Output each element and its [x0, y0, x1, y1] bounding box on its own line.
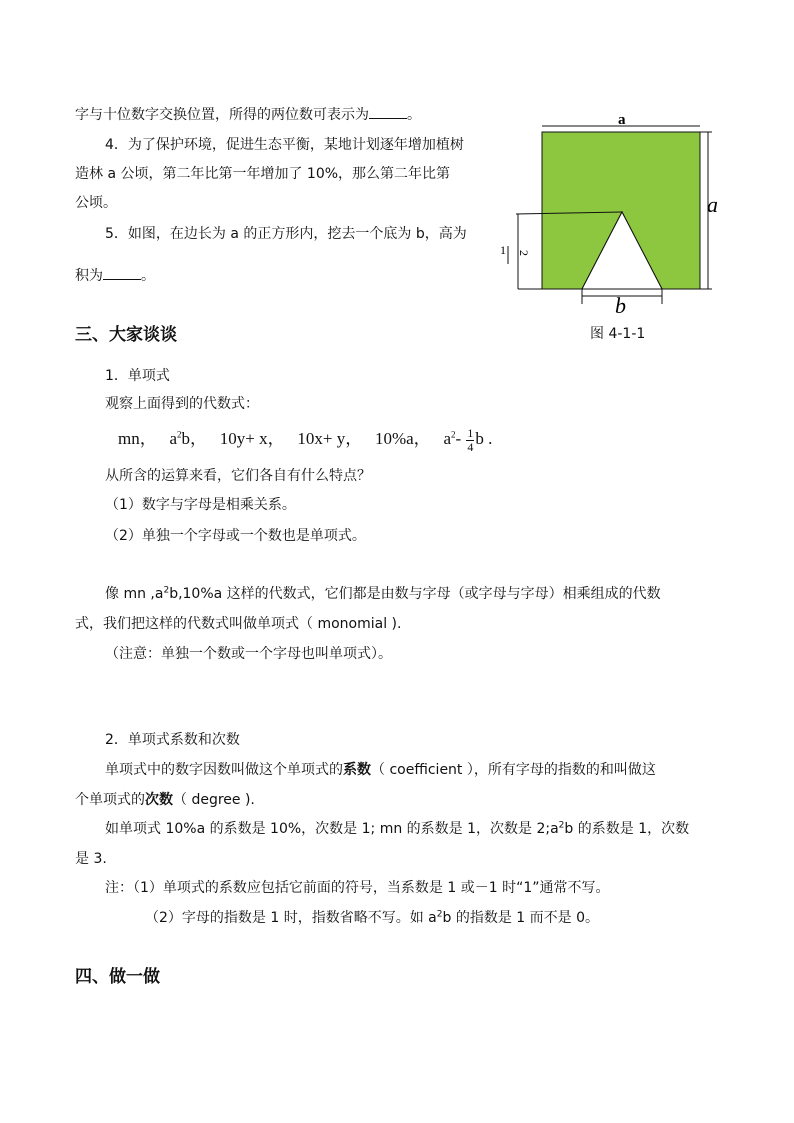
- subsection-1-title: 1．单项式: [105, 368, 170, 384]
- example-line2: 是 3.: [75, 851, 107, 867]
- expr-10pct-a: 10%a，: [374, 429, 431, 448]
- problem-3-end: 。: [407, 107, 421, 123]
- paragraph-1-line2: 式，我们把这样的代数式叫做单项式（ monomial ).: [75, 616, 402, 632]
- observe-text: 观察上面得到的代数式：: [105, 396, 259, 412]
- fraction-quarter: $\frac{1}{4}$: [467, 425, 474, 454]
- bottom-label-b: b: [615, 293, 626, 318]
- example-line1: 如单项式 10%a 的系数是 10%，次数是 1; mn 的系数是 1，次数是 $2;a^2b$ 的系数是 1，次数: [105, 820, 690, 837]
- problem-4-line3: 公顷。: [75, 195, 117, 211]
- problem-5-line2: [75, 265, 155, 286]
- point-2: （2）单独一个字母或一个数也是单项式。: [105, 528, 366, 544]
- note-text: （注意：单独一个数或一个字母也叫单项式）。: [105, 646, 392, 662]
- answer-blank: [369, 104, 407, 119]
- square-figure: [500, 108, 732, 320]
- point-1: （1）数字与字母是相乘关系。: [105, 497, 296, 513]
- expr-a2-minus-quarter-b: $a^2-$ $\frac{1}{4}$ b .: [443, 425, 493, 454]
- problem-4-line1: 4．为了保护环境，促进生态平衡，某地计划逐年增加植树: [105, 137, 464, 153]
- problem-5-line1: 5．如图，在边长为 a 的正方形内，挖去一个底为 b，高为: [105, 226, 467, 242]
- answer-blank: [103, 265, 141, 280]
- expr-10y-x: 10y+ x，: [219, 429, 285, 448]
- expr-10x-y: 10x+ y，: [297, 429, 363, 448]
- figure-caption: 图 4-1-1: [590, 326, 646, 342]
- side-frac-num: 1: [500, 243, 506, 257]
- right-label-a: a: [707, 192, 718, 217]
- section-4-title: 四、做一做: [75, 967, 160, 987]
- expression-list: [118, 424, 492, 454]
- note-1: 注：（1）单项式的系数应包括它前面的符号，当系数是 1 或－1 时“1”通常不写。: [105, 880, 610, 896]
- problem-5-end: 。: [141, 268, 155, 284]
- section-3-title: 三、大家谈谈: [75, 325, 177, 345]
- term-coefficient: 系数: [343, 762, 371, 778]
- top-label-a: a: [618, 112, 626, 128]
- problem-3-text: 字与十位数字交换位置，所得的两位数可表示为: [75, 107, 369, 123]
- definition-line2: 个单项式的次数（ degree ).: [75, 792, 255, 808]
- paragraph-1-line1: 像 mn $,a^2b,10\%a$ 这样的代数式，它们都是由数与字母（或字母与字母）相乘组成的代数: [105, 585, 661, 602]
- problem-4-line2: 造林 a 公顷，第二年比第一年增加了 10%，那么第二年比第: [75, 166, 451, 182]
- note-2: （2）字母的指数是 1 时，指数省略不写。如 $a^2b$ 的指数是 1 而不是 0。: [145, 909, 599, 926]
- term-degree: 次数: [145, 792, 173, 808]
- question-text: 从所含的运算来看，它们各自有什么特点？: [105, 468, 371, 484]
- problem-5-text: 积为: [75, 268, 103, 284]
- definition-line1: 单项式中的数字因数叫做这个单项式的系数（ coefficient ），所有字母的指数的和叫做这: [105, 762, 656, 778]
- subsection-2-title: 2．单项式系数和次数: [105, 732, 240, 748]
- expr-mn: mn，: [118, 429, 157, 448]
- problem-3-tail: [75, 104, 421, 125]
- expr-a2b: $a^2b$，: [169, 429, 208, 448]
- side-frac-den: 2: [517, 250, 531, 256]
